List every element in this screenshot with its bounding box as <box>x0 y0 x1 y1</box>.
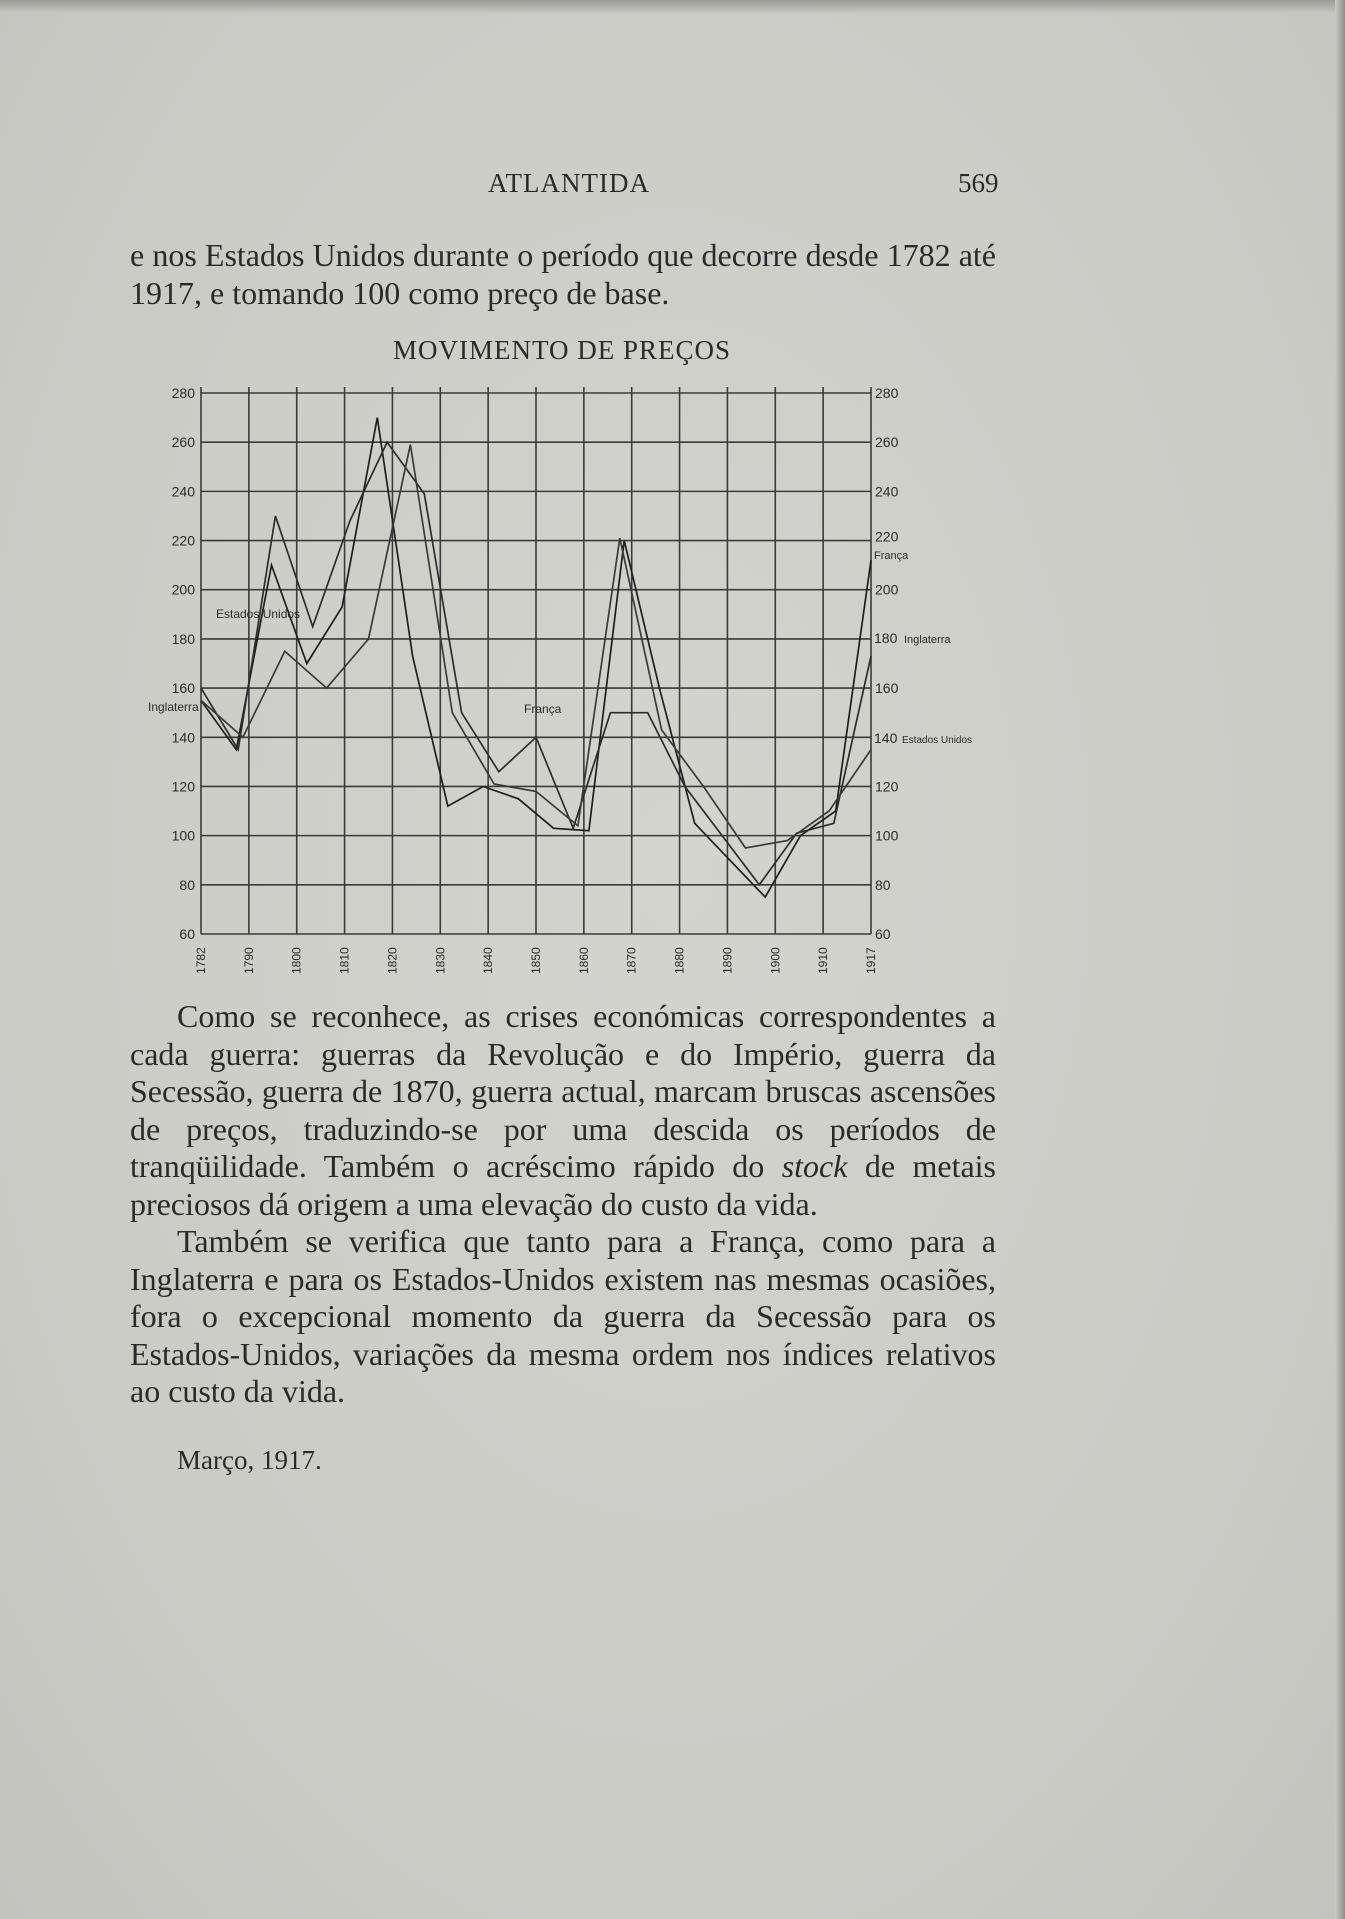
y-tick-label-right: 200 <box>875 581 899 598</box>
y-tick-label-right: 80 <box>875 876 891 893</box>
y-tick-label-left: 160 <box>171 680 195 697</box>
journal-title: ATLANTIDA <box>488 168 650 198</box>
right-label-inglaterra: Inglaterra <box>904 634 951 646</box>
right-label-140: 140 <box>874 730 898 746</box>
x-tick-label: 1840 <box>481 947 496 974</box>
x-tick-label: 1860 <box>576 947 591 974</box>
right-label-180: 180 <box>874 630 898 646</box>
x-tick-label: 1830 <box>433 947 448 974</box>
x-tick-label: 1820 <box>385 947 400 974</box>
x-tick-label: 1810 <box>337 947 352 974</box>
y-tick-label-left: 240 <box>171 483 195 500</box>
paragraph-1-text-end: de metais preciosos dá origem a uma elevação do custo da vida. <box>130 1148 996 1222</box>
x-tick-label: 1890 <box>720 947 735 974</box>
paragraph-1-text: Como se reconhece, as crises económicas correspondentes a cada guerra: guerras da Revolução e do Império, guerra da Secessão, guerra de 1870, guerra actual, marcam bruscas ascensões de preços, traduzindo-se por uma descida os períodos de tranqüilidade. Também o acréscimo rápido do <box>130 998 996 1184</box>
y-tick-label-left: 280 <box>171 385 195 401</box>
right-label-estados-unidos: Estados Unidos <box>902 735 973 746</box>
y-tick-label-right: 260 <box>875 434 899 451</box>
y-tick-label-right: 240 <box>875 483 899 500</box>
x-tick-label: 1900 <box>768 947 783 974</box>
intro-paragraph: e nos Estados Unidos durante o período que decorre desde 1782 até 1917, e tomando 100 como preço de base. <box>130 237 996 311</box>
chart-ticks <box>172 385 899 974</box>
label-franca-inside: França <box>524 702 562 716</box>
label-estados-unidos-inside: Estados Unidos <box>216 607 301 621</box>
italic-term: stock <box>781 1148 848 1184</box>
x-tick-label: 1870 <box>624 947 639 974</box>
right-label-franca: França <box>874 550 909 562</box>
y-tick-label-right: 220 <box>875 528 899 545</box>
x-tick-label: 1790 <box>241 947 256 974</box>
chart-title: MOVIMENTO DE PREÇOS <box>392 335 732 365</box>
left-label-inglaterra: Inglaterra <box>148 700 199 714</box>
x-tick-label: 1800 <box>289 947 304 974</box>
y-tick-label-left: 80 <box>179 876 195 893</box>
y-tick-label-left: 120 <box>171 778 195 795</box>
chart-grid <box>201 387 871 934</box>
y-tick-label-right: 60 <box>875 926 891 942</box>
x-tick-label: 1910 <box>816 947 831 974</box>
y-tick-label-left: 260 <box>171 434 195 451</box>
y-tick-label-right: 280 <box>875 385 899 401</box>
body-text <box>130 998 996 1411</box>
y-tick-label-right: 160 <box>875 680 899 697</box>
y-tick-label-left: 200 <box>171 581 195 598</box>
dateline: Março, 1917. <box>177 1445 322 1475</box>
y-tick-label-left: 220 <box>171 532 195 549</box>
x-tick-label: 1917 <box>864 947 878 974</box>
y-tick-label-left: 140 <box>171 729 195 746</box>
paragraph-2: Também se verifica que tanto para a França, como para a Inglaterra e para os Estados-Unidos existem nas mesmas ocasiões, fora o excepcional momento da guerra da Secessão para os Estados-Unidos, variações da mesma ordem nos índices relativos ao custo da vida. <box>130 1223 996 1409</box>
y-tick-label-left: 100 <box>171 827 195 844</box>
y-tick-label-right: 120 <box>875 778 899 795</box>
y-tick-label-left: 180 <box>171 630 195 647</box>
x-tick-label: 1850 <box>529 947 543 974</box>
page-number: 569 <box>958 168 999 198</box>
x-tick-label: 1880 <box>672 947 687 974</box>
x-tick-label: 1782 <box>194 947 208 974</box>
paragraph-1 <box>130 998 996 1223</box>
y-tick-label-right: 100 <box>875 827 899 844</box>
y-tick-label-left: 60 <box>179 926 195 942</box>
